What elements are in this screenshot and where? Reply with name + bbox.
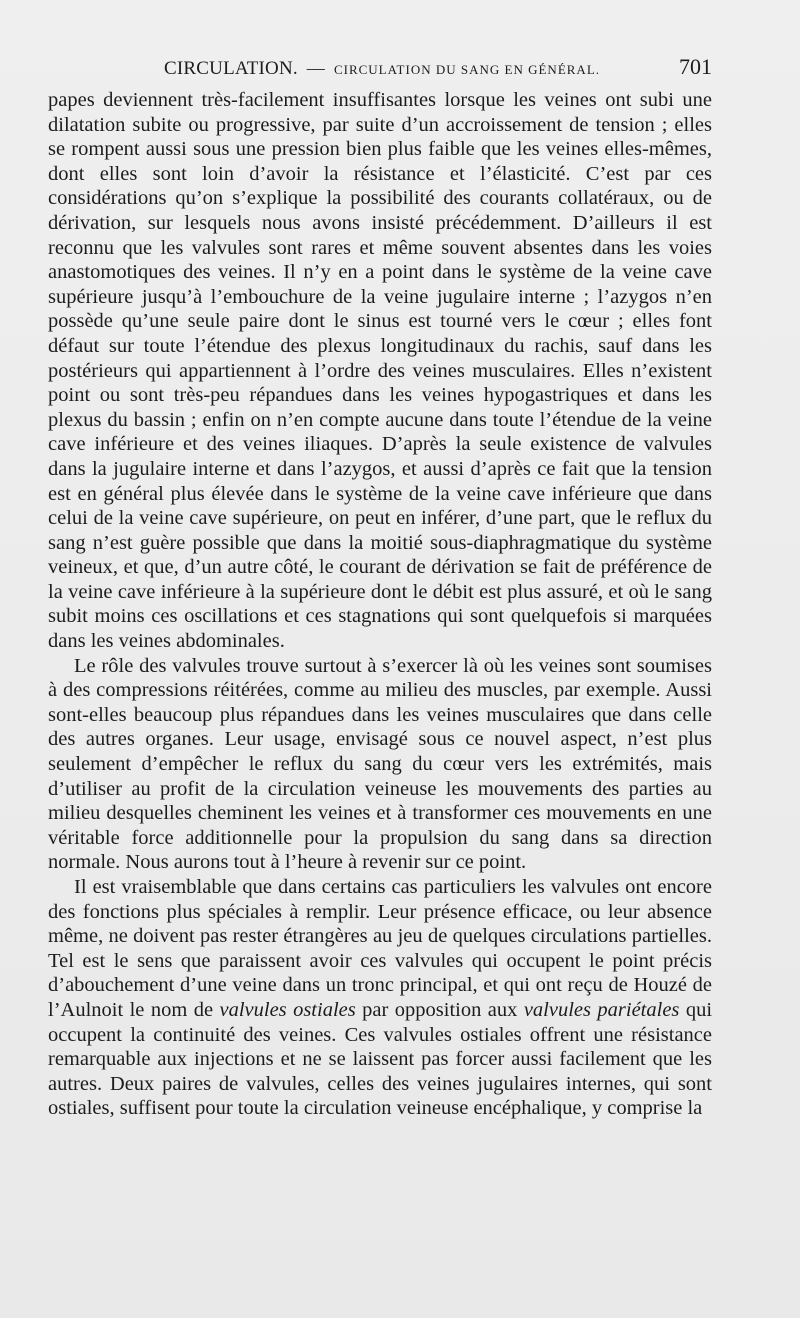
paragraph-3-text-b: par opposition aux <box>362 998 518 1021</box>
running-head-section: CIRCULATION DU SANG EN GÉNÉRAL. <box>333 62 601 77</box>
paragraph-3-text-c: qui occupent la continuité des veines. Ces valvules ostiales offrent une résistance remarquable aux injections et ne se laissent pas forcer aussi facilement que les autres. Deux paires de valvules, celles des veines jugulaires internes, qui sont ostiales, suffisent pour toute la circulation veineuse encéphalique, y comprise la <box>48 998 713 1120</box>
running-head <box>164 58 600 80</box>
body-text <box>48 88 712 1121</box>
paragraph-3-text-a: Il est vraisemblable que dans certains cas particuliers les valvules ont encore des fonctions plus spéciales à remplir. Leur présence efficace, ou leur absence même, ne doivent pas rester étrangères au jeu de quelques circulations partielles. Tel est le sens que paraissent avoir ces valvules qui occupent le point précis d’abouchement d’une veine dans un tronc principal, et qui ont reçu de Houzé de l’Aulnoit le nom de <box>48 876 712 1021</box>
page-number: 701 <box>679 54 712 79</box>
term-valvules-ostiales: valvules ostiales <box>219 998 356 1021</box>
running-head-title: CIRCULATION. <box>164 58 298 79</box>
running-head-separator: — <box>306 58 325 78</box>
paragraph-3 <box>48 875 712 1121</box>
paragraph-2-text: Le rôle des valvules trouve surtout à s’exercer là où les veines sont soumises à des compressions réitérées, comme au milieu des muscles, par exemple. Aussi sont-elles beaucoup plus répandues dans les veines musculaires que dans celle des autres organes. Leur usage, envisagé sous ce nouvel aspect, n’est plus seulement d’empêcher le reflux du sang du cœur vers les extrémités, mais d’utiliser au profit de la circulation veineuse les mouvements des parties au milieu desquelles cheminent les veines et à transformer ces mouvements en une véritable force additionnelle pour la propulsion du sang dans sa direction normale. Nous aurons tout à l’heure à revenir sur ce point. <box>48 654 712 874</box>
paragraph-1 <box>48 88 712 654</box>
page-header <box>48 54 712 84</box>
paragraph-1-text: papes deviennent très-facilement insuffisantes lorsque les veines ont subi une dilatation subite ou progressive, par suite d’un accroissement de tension ; elles se rompent aussi sous une pression bien plus faible que les veines elles-mêmes, dont elles sont loin d’avoir la résistance et l’élasticité. C’est par ces considérations qu’on s’explique la possibilité des courants collatéraux, ou de dérivation, sur lesquels nous avons insisté précédemment. D’ailleurs il est reconnu que les valvules sont rares et même souvent absentes dans les voies anastomotiques des veines. Il n’y en a point dans le système de la veine cave supérieure jusqu’à l’embouchure de la veine jugulaire interne ; l’azygos n’en possède qu’une seule paire dont le sinus est tourné vers le cœur ; elles font défaut sur toute l’étendue des plexus longitudinaux du rachis, sauf dans les postérieurs qui appartiennent à l’ordre des veines musculaires. Elles n’existent point ou sont très-peu répandues dans les veines hypogastriques et dans les plexus du bassin ; enfin on n’en compte aucune dans toute l’étendue de la veine cave inférieure et des veines iliaques. D’après la seule existence de valvules dans la jugulaire interne et dans l’azygos, et aussi d’après ce fait que la tension est en général plus élevée dans le système de la veine cave inférieure que dans celui de la veine cave supérieure, on peut en inférer, d’une part, que le reflux du sang n’est guère possible que dans la moitié sous-diaphragmatique du système veineux, et que, d’un autre côté, le courant de dérivation se fait de préférence de la veine cave inférieure à la supérieure dont le débit est plus assuré, et où le sang subit moins ces oscillations et ces stagnations qui sont quelquefois si marquées dans les veines abdominales. <box>48 89 712 653</box>
paragraph-2 <box>48 654 712 875</box>
term-valvules-parietales: valvules pariétales <box>523 998 680 1021</box>
